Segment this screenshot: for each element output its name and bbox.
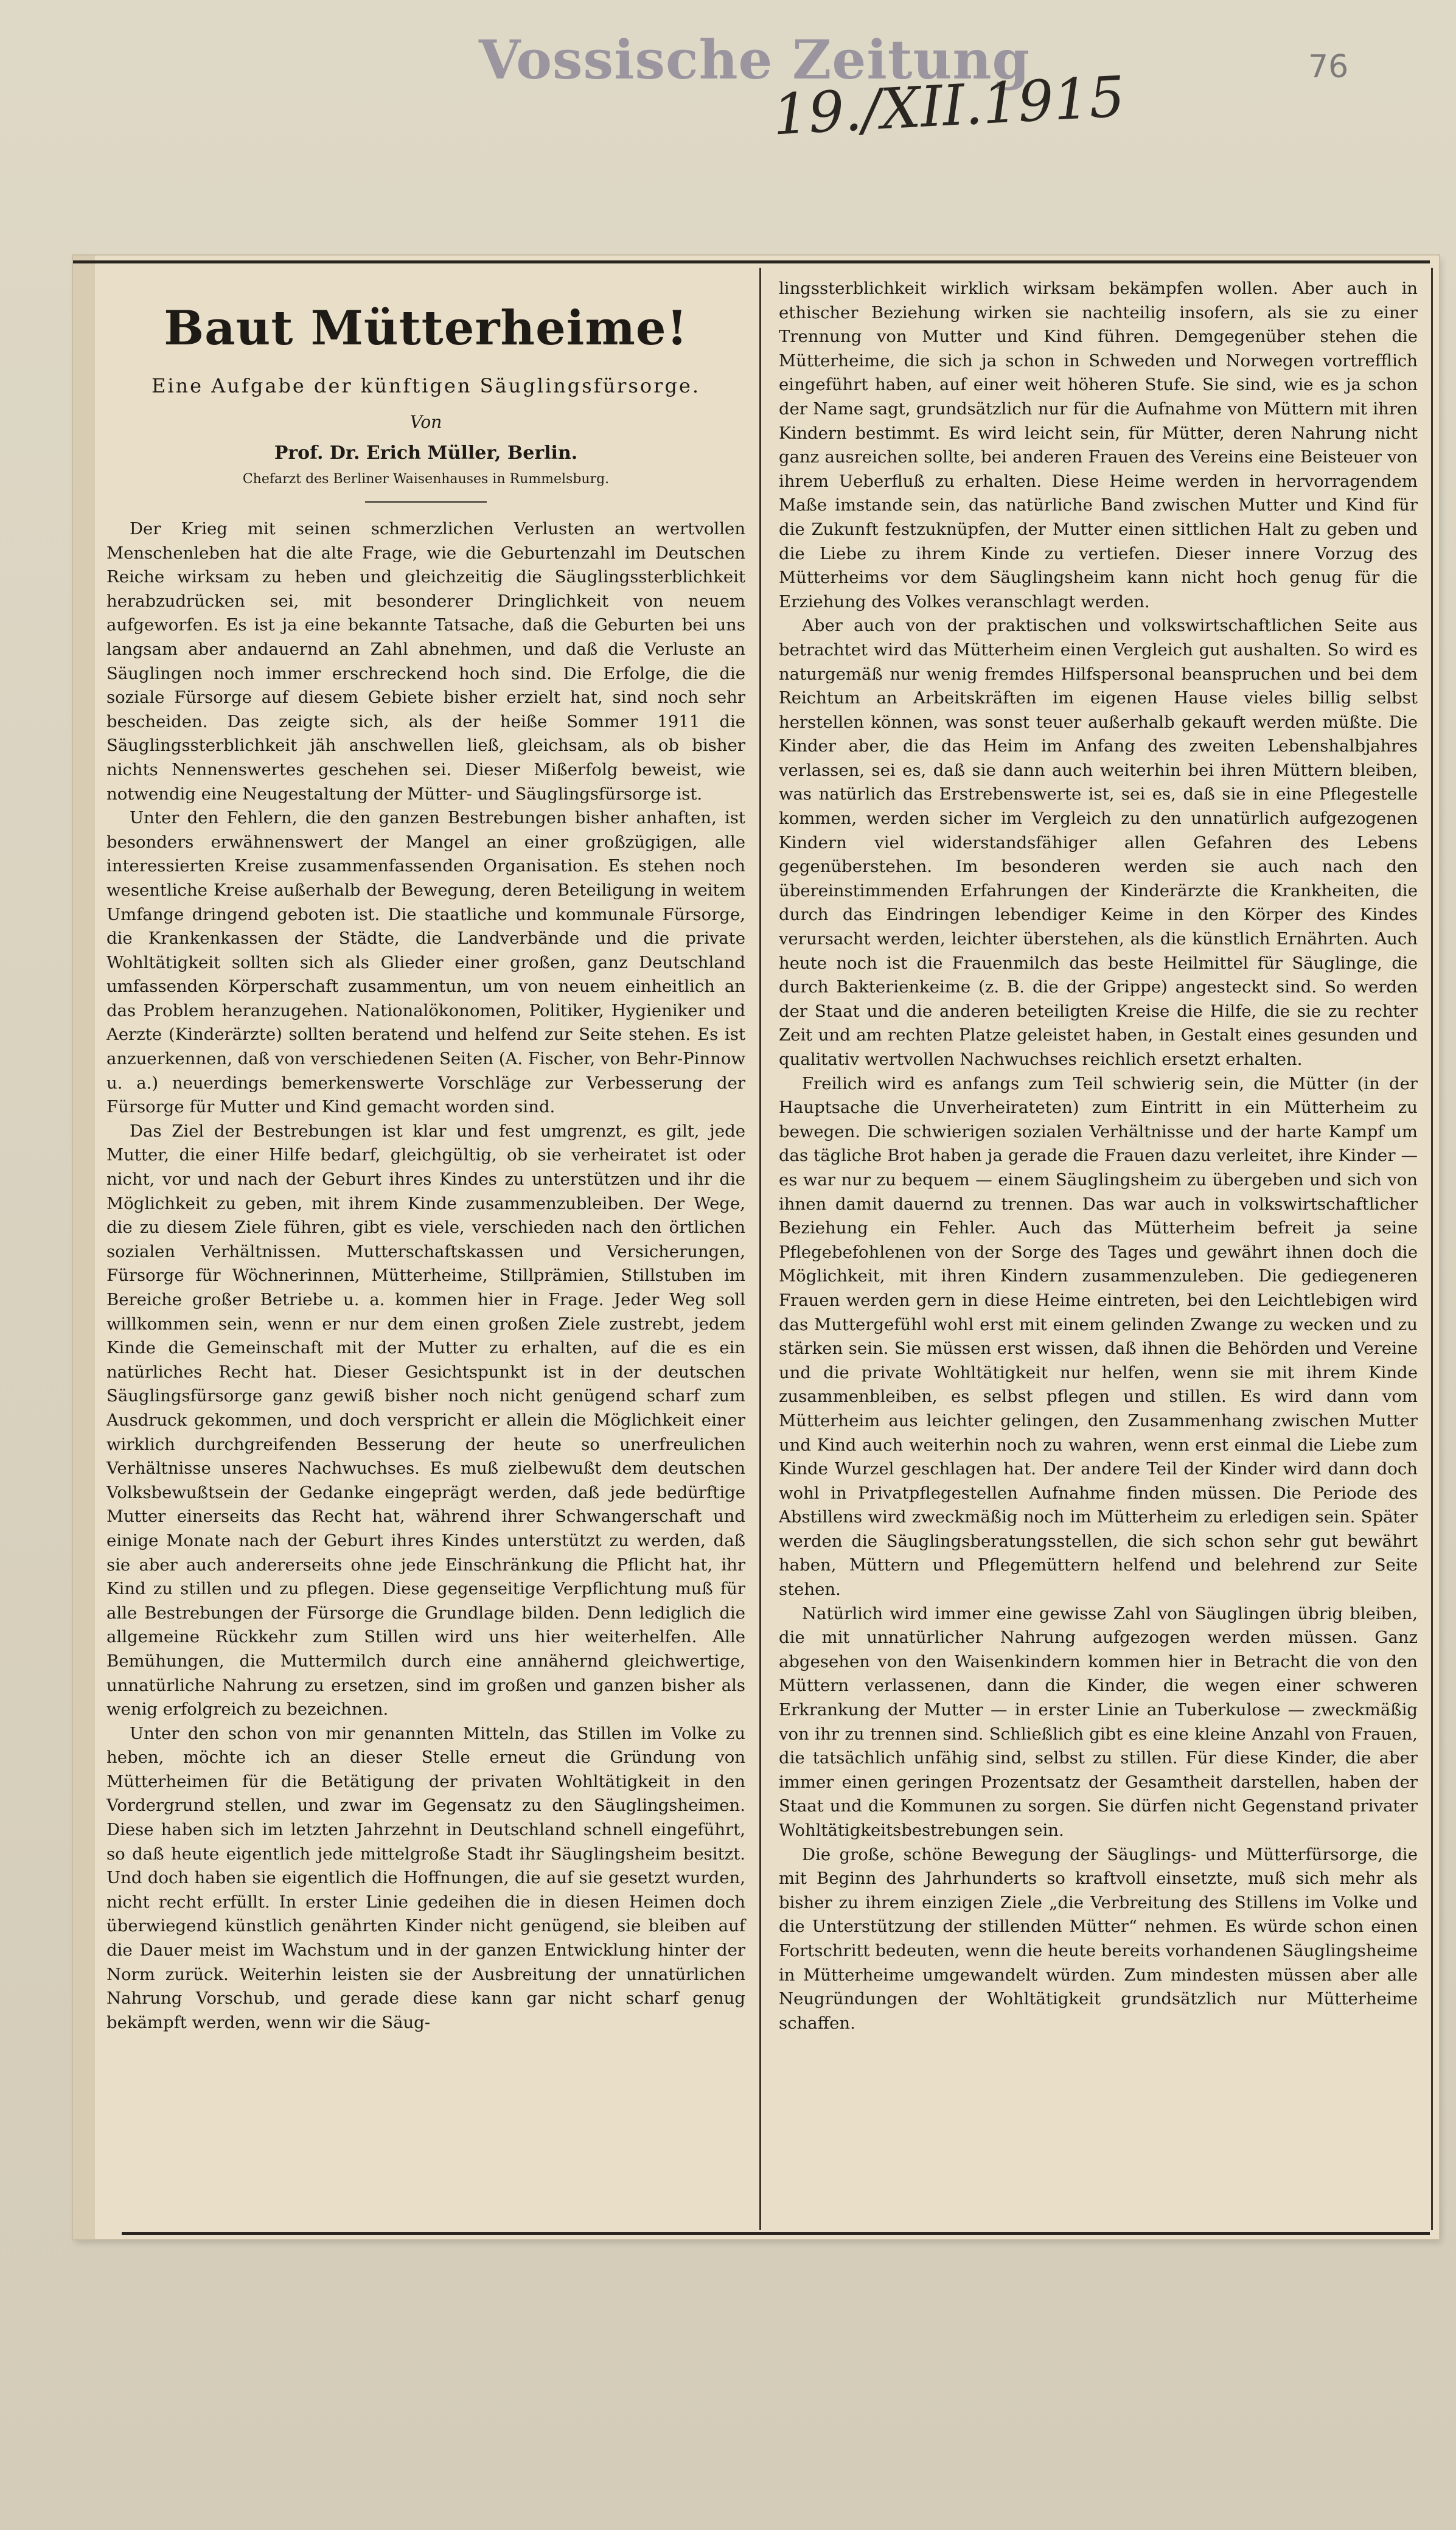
archive-number: 76 [1308, 49, 1349, 85]
byline-author: Prof. Dr. Erich Müller, Berlin. [274, 442, 578, 464]
article-subheadline: Eine Aufgabe der künftigen Säuglingsfürsorge. [151, 374, 701, 397]
paragraph: Der Krieg mit seinen schmerzlichen Verlusten an wertvollen Menschenleben hat die alte Frage, wie die Geburtenzahl im Deutschen Reiche wirksam zu heben und gleichzeitig die Säuglingssterblichkeit herabzudrücken sei, mit besonderer Dringlichkeit von neuem aufgeworfen. Es ist ja eine bekannte Tatsache, daß die Geburten bei uns langsam aber andauernd an Zahl abnehmen, und daß die Verluste an Säuglingen noch immer erschreckend hoch sind. Die Erfolge, die die soziale Fürsorge auf diesem Gebiete bisher erzielt hat, sind noch sehr bescheiden. Das zeigte sich, als der heiße Sommer 1911 die Säuglingssterblichkeit jäh anschwellen ließ, gleichsam, als ob bisher nichts Nennenswertes geschehen sei. Dieser Mißerfolg beweist, wie notwendig eine Neugestaltung der Mütter- und Säuglingsfürsorge ist. [106, 519, 745, 804]
handwritten-date: 19./XII.1915 [771, 64, 1127, 148]
newspaper-name-stamp: Vossische Zeitung [479, 28, 1030, 91]
byline-rule [365, 501, 487, 503]
clipping-torn-edge [73, 256, 95, 2239]
paragraph: Unter den schon von mir genannten Mitteln, das Stillen im Volke zu heben, möchte ich an dieser Stelle erneut die Gründung von Mütterheimen für die Betätigung der privaten Wohltätigkeit in den Vordergrund stellen, und zwar im Gegensatz zu den Säuglingsheimen. Diese haben sich im letzten Jahrzehnt in Deutschland schnell eingeführt, so daß heute eigentlich jede mittelgroße Stadt ihr Säuglingsheim besitzt. Und doch haben sie eigentlich die Hoffnungen, die auf sie gesetzt wurden, nicht recht erfüllt. In erster Linie gedeihen die in diesen Heimen doch überwiegend künstlich genährten Kinder nicht genügend, sie bleiben auf die Dauer meist im Wachstum und in der ganzen Entwicklung hinter der Norm zurück. Weiterhin leisten sie der Ausbreitung der unnatürlichen Nahrung Vorschub, und gerade diese kann gar nicht scharf genug bekämpft werden, wenn wir die Säug- [106, 1723, 745, 2032]
top-rule [73, 260, 1430, 263]
paragraph: Die große, schöne Bewegung der Säuglings- und Mütterfürsorge, die mit Beginn des Jahrhunderts so kraftvoll einsetzte, muß sich mehr als bisher zu ihrem einzigen Ziele „die Verbreitung des Stillens im Volke und die Unterstützung der stillenden Mütter“ nehmen. Es würde schon einen Fortschritt bedeuten, wenn die heute bereits vorhandenen Säuglingsheime in Mütterheime umgewandelt würden. Zum mindesten müssen aber alle Neugründungen der Wohltätigkeit grundsätzlich nur Mütterheime schaffen. [779, 1844, 1418, 2033]
paragraph: lingssterblichkeit wirklich wirksam bekämpfen wollen. Aber auch in ethischer Beziehung wirken sie nachteilig insofern, als sie zu einer Trennung von Mutter und Kind führen. Demgegenüber stehen die Mütterheime, die sich ja schon in Schweden und Norwegen vortrefflich eingeführt haben, auf einer weit höheren Stufe. Sie sind, wie es ja schon der Name sagt, grundsätzlich nur für die Aufnahme von Müttern mit ihren Kindern bestimmt. Es wird leicht sein, für Mütter, deren Nahrung nicht ganz ausreichen sollte, bei anderen Frauen des Vereins eine Beisteuer von ihrem Ueberfluß zu erhalten. Diese Heime werden in hervorragendem Maße imstande sein, das natürliche Band zwischen Mutter und Kind für die Zukunft festzuknüpfen, der Mutter einen sittlichen Halt zu geben und die Liebe zu ihrem Kinde zu vertiefen. Dieser innere Vorzug des Mütterheims vor dem Säuglingsheim kann nicht hoch genug für die Erziehung des Volkes veranschlagt werden. [779, 279, 1418, 612]
bottom-rule [122, 2232, 1430, 2235]
paragraph: Das Ziel der Bestrebungen ist klar und fest umgrenzt, es gilt, jede Mutter, die einer Hilfe bedarf, gleichgültig, ob sie verheiratet ist oder nicht, vor und nach der Geburt ihres Kindes zu unterstützen und ihr die Möglichkeit zu geben, mit ihrem Kinde zusammenzubleiben. Der Wege, die zu diesem Ziele führen, gibt es viele, verschieden nach den örtlichen sozialen Verhältnissen. Mutterschaftskassen und Versicherungen, Fürsorge für Wöchnerinnen, Mütterheime, Stillprämien, Stillstuben im Bereiche großer Betriebe u. a. kommen hier in Frage. Jeder Weg soll willkommen sein, wenn er nur dem einen großen Ziele zustrebt, jedem Kinde die Gemeinschaft mit der Mutter zu erhalten, auf die es ein natürliches Recht hat. Dieser Gesichtspunkt ist in der deutschen Säuglingsfürsorge ganz gewiß bisher noch nicht genügend scharf zum Ausdruck gekommen, und doch verspricht er allein die Möglichkeit einer wirklich durchgreifenden Besserung der heute so unerfreulichen Verhältnisse unseres Nachwuchses. Es muß zielbewußt dem deutschen Volksbewußtsein der Gedanke eingeprägt werden, daß jede bedürftige Mutter einerseits das Recht hat, während ihrer Schwangerschaft und einige Monate nach der Geburt ihres Kindes unterstützt zu werden, daß sie aber auch andererseits ohne jede Einschränkung die Pflicht hat, ihr Kind zu stillen und zu pflegen. Diese gegenseitige Verpflichtung muß für alle Bestrebungen der Fürsorge die Grundlage bilden. Denn lediglich die allgemeine Rückkehr zum Stillen wird uns hier weiterhelfen. Alle Bemühungen, die Muttermilch durch eine annähernd gleichwertige, unnatürliche Nahrung zu ersetzen, sind im großen und ganzen bisher als wenig erfolgreich zu bezeichnen. [106, 1121, 745, 1720]
article-headline: Baut Mütterheime! [164, 301, 688, 356]
byline-affiliation: Chefarzt des Berliner Waisenhauses in Rummelsburg. [242, 472, 610, 487]
left-column [106, 277, 745, 2035]
column-divider [759, 268, 761, 2230]
paragraph: Natürlich wird immer eine gewisse Zahl von Säuglingen übrig bleiben, die mit unnatürlicher Nahrung aufgezogen werden müssen. Ganz abgesehen von den Waisenkindern kommen hier in Betracht die von den Müttern verlassenen, dann die Kinder, die wegen einer schweren Erkrankung der Mutter — in erster Linie an Tuberkulose — zweckmäßig von ihr zu trennen sind. Schließlich gibt es eine kleine Anzahl von Frauen, die tatsächlich unfähig sind, selbst zu stillen. Für diese Kinder, die aber immer einen geringen Prozentsatz der Gesamtheit darstellen, haben der Staat und die Kommunen zu sorgen. Sie dürfen nicht Gegenstand privater Wohltätigkeitsbestrebungen sein. [779, 1603, 1418, 1840]
right-border-rule [1431, 268, 1433, 2230]
paragraph: Aber auch von der praktischen und volkswirtschaftlichen Seite aus betrachtet wird das Mütterheim einen Vergleich gut aushalten. So wird es naturgemäß nur wenig fremdes Hilfspersonal beanspruchen und bei dem Reichtum an Arbeitskräften im eigenen Hause vieles billig selbst herstellen können, was sonst teuer außerhalb gekauft werden müßte. Die Kinder aber, die das Heim im Anfang des zweiten Lebenshalbjahres verlassen, sei es, daß sie dann auch weiterhin bei ihren Müttern bleiben, was natürlich das Erstrebenswerte ist, sei es, daß sie in eine Pflegestelle kommen, werden sicher im Vergleich zu den unnatürlich aufgezogenen Kindern viel widerstandsfähiger allen Gefahren des Lebens gegenüberstehen. Im besonderen werden sie auch nach den übereinstimmenden Erfahrungen der Kinderärzte die Krankheiten, die durch das Eindringen lebendiger Keime in den Körper des Kindes verursacht werden, leichter überstehen, als die künstlich Ernährten. Auch heute noch ist die Frauenmilch das beste Heilmittel für Säuglinge, die durch Bakterienkeime (z. B. die der Grippe) angesteckt sind. So werden der Staat und die anderen beteiligten Kreise die Hilfe, die sie zu rechter Zeit und am rechten Platze geleistet haben, in Gestalt eines gesunden und qualitativ wertvollen Nachwuchses reichlich ersetzt erhalten. [779, 616, 1418, 1069]
paragraph: Freilich wird es anfangs zum Teil schwierig sein, die Mütter (in der Hauptsache die Unverheirateten) zum Eintritt in ein Mütterheim zu bewegen. Die schwierigen sozialen Verhältnisse und der harte Kampf um das tägliche Brot haben ja gerade die Frauen dazu verleitet, ihre Kinder — es war nur zu bequem — einem Säuglingsheim zu übergeben und sich von ihnen damit dauernd zu trennen. Das war auch in volkswirtschaftlicher Beziehung ein Fehler. Auch das Mütterheim befreit ja seine Pflegebefohlenen von der Sorge des Tages und gewährt ihnen doch die Möglichkeit, mit ihren Kindern zusammenzuleben. Die gediegeneren Frauen werden gern in diese Heime eintreten, bei den Leichtlebigen wird das Muttergefühl wohl erst mit einem gelinden Zwange zu wecken und zu stärken sein. Sie müssen erst wissen, daß ihnen die Behörden und Vereine und die private Wohltätigkeit nur helfen, wenn sie mit ihrem Kinde zusammenbleiben, es selbst pflegen und stillen. Es wird dann vom Mütterheim aus leichter gelingen, den Zusammenhang zwischen Mutter und Kind auch weiterhin noch zu wahren, wenn erst einmal die Liebe zum Kinde Wurzel geschlagen hat. Der andere Teil der Kinder wird dann doch wohl in Privatpflegestellen Aufnahme finden müssen. Die Periode des Abstillens wird zweckmäßig noch im Mütterheim zu erledigen sein. Später werden die Säuglingsberatungsstellen, die sich schon sehr gut bewährt haben, Müttern und Pflegemüttern helfend und belehrend zur Seite stehen. [779, 1073, 1418, 1600]
byline-von: Von [409, 412, 442, 432]
paragraph: Unter den Fehlern, die den ganzen Bestrebungen bisher anhaften, ist besonders erwähnenswert der Mangel an einer großzügigen, alle interessierten Kreise zusammenfassenden Organisation. Es stehen noch wesentliche Kreise außerhalb der Bewegung, deren Beteiligung in weitem Umfange dringend geboten ist. Die staatliche und kommunale Fürsorge, die Krankenkassen der Städte, die Landverbände und die private Wohltätigkeit sollten sich als Glieder einer großen, ganz Deutschland umfassenden Körperschaft zusammentun, um von neuem einheitlich an das Problem heranzugehen. Nationalökonomen, Politiker, Hygieniker und Aerzte (Kinderärzte) sollten beratend und helfend zur Seite stehen. Es ist anzuerkennen, daß von verschiedenen Seiten (A. Fischer, von Behr-Pinnow u. a.) neuerdings bemerkenswerte Vorschläge zur Verbesserung der Fürsorge für Mutter und Kind gemacht worden sind. [106, 808, 745, 1117]
right-column [779, 277, 1418, 2035]
